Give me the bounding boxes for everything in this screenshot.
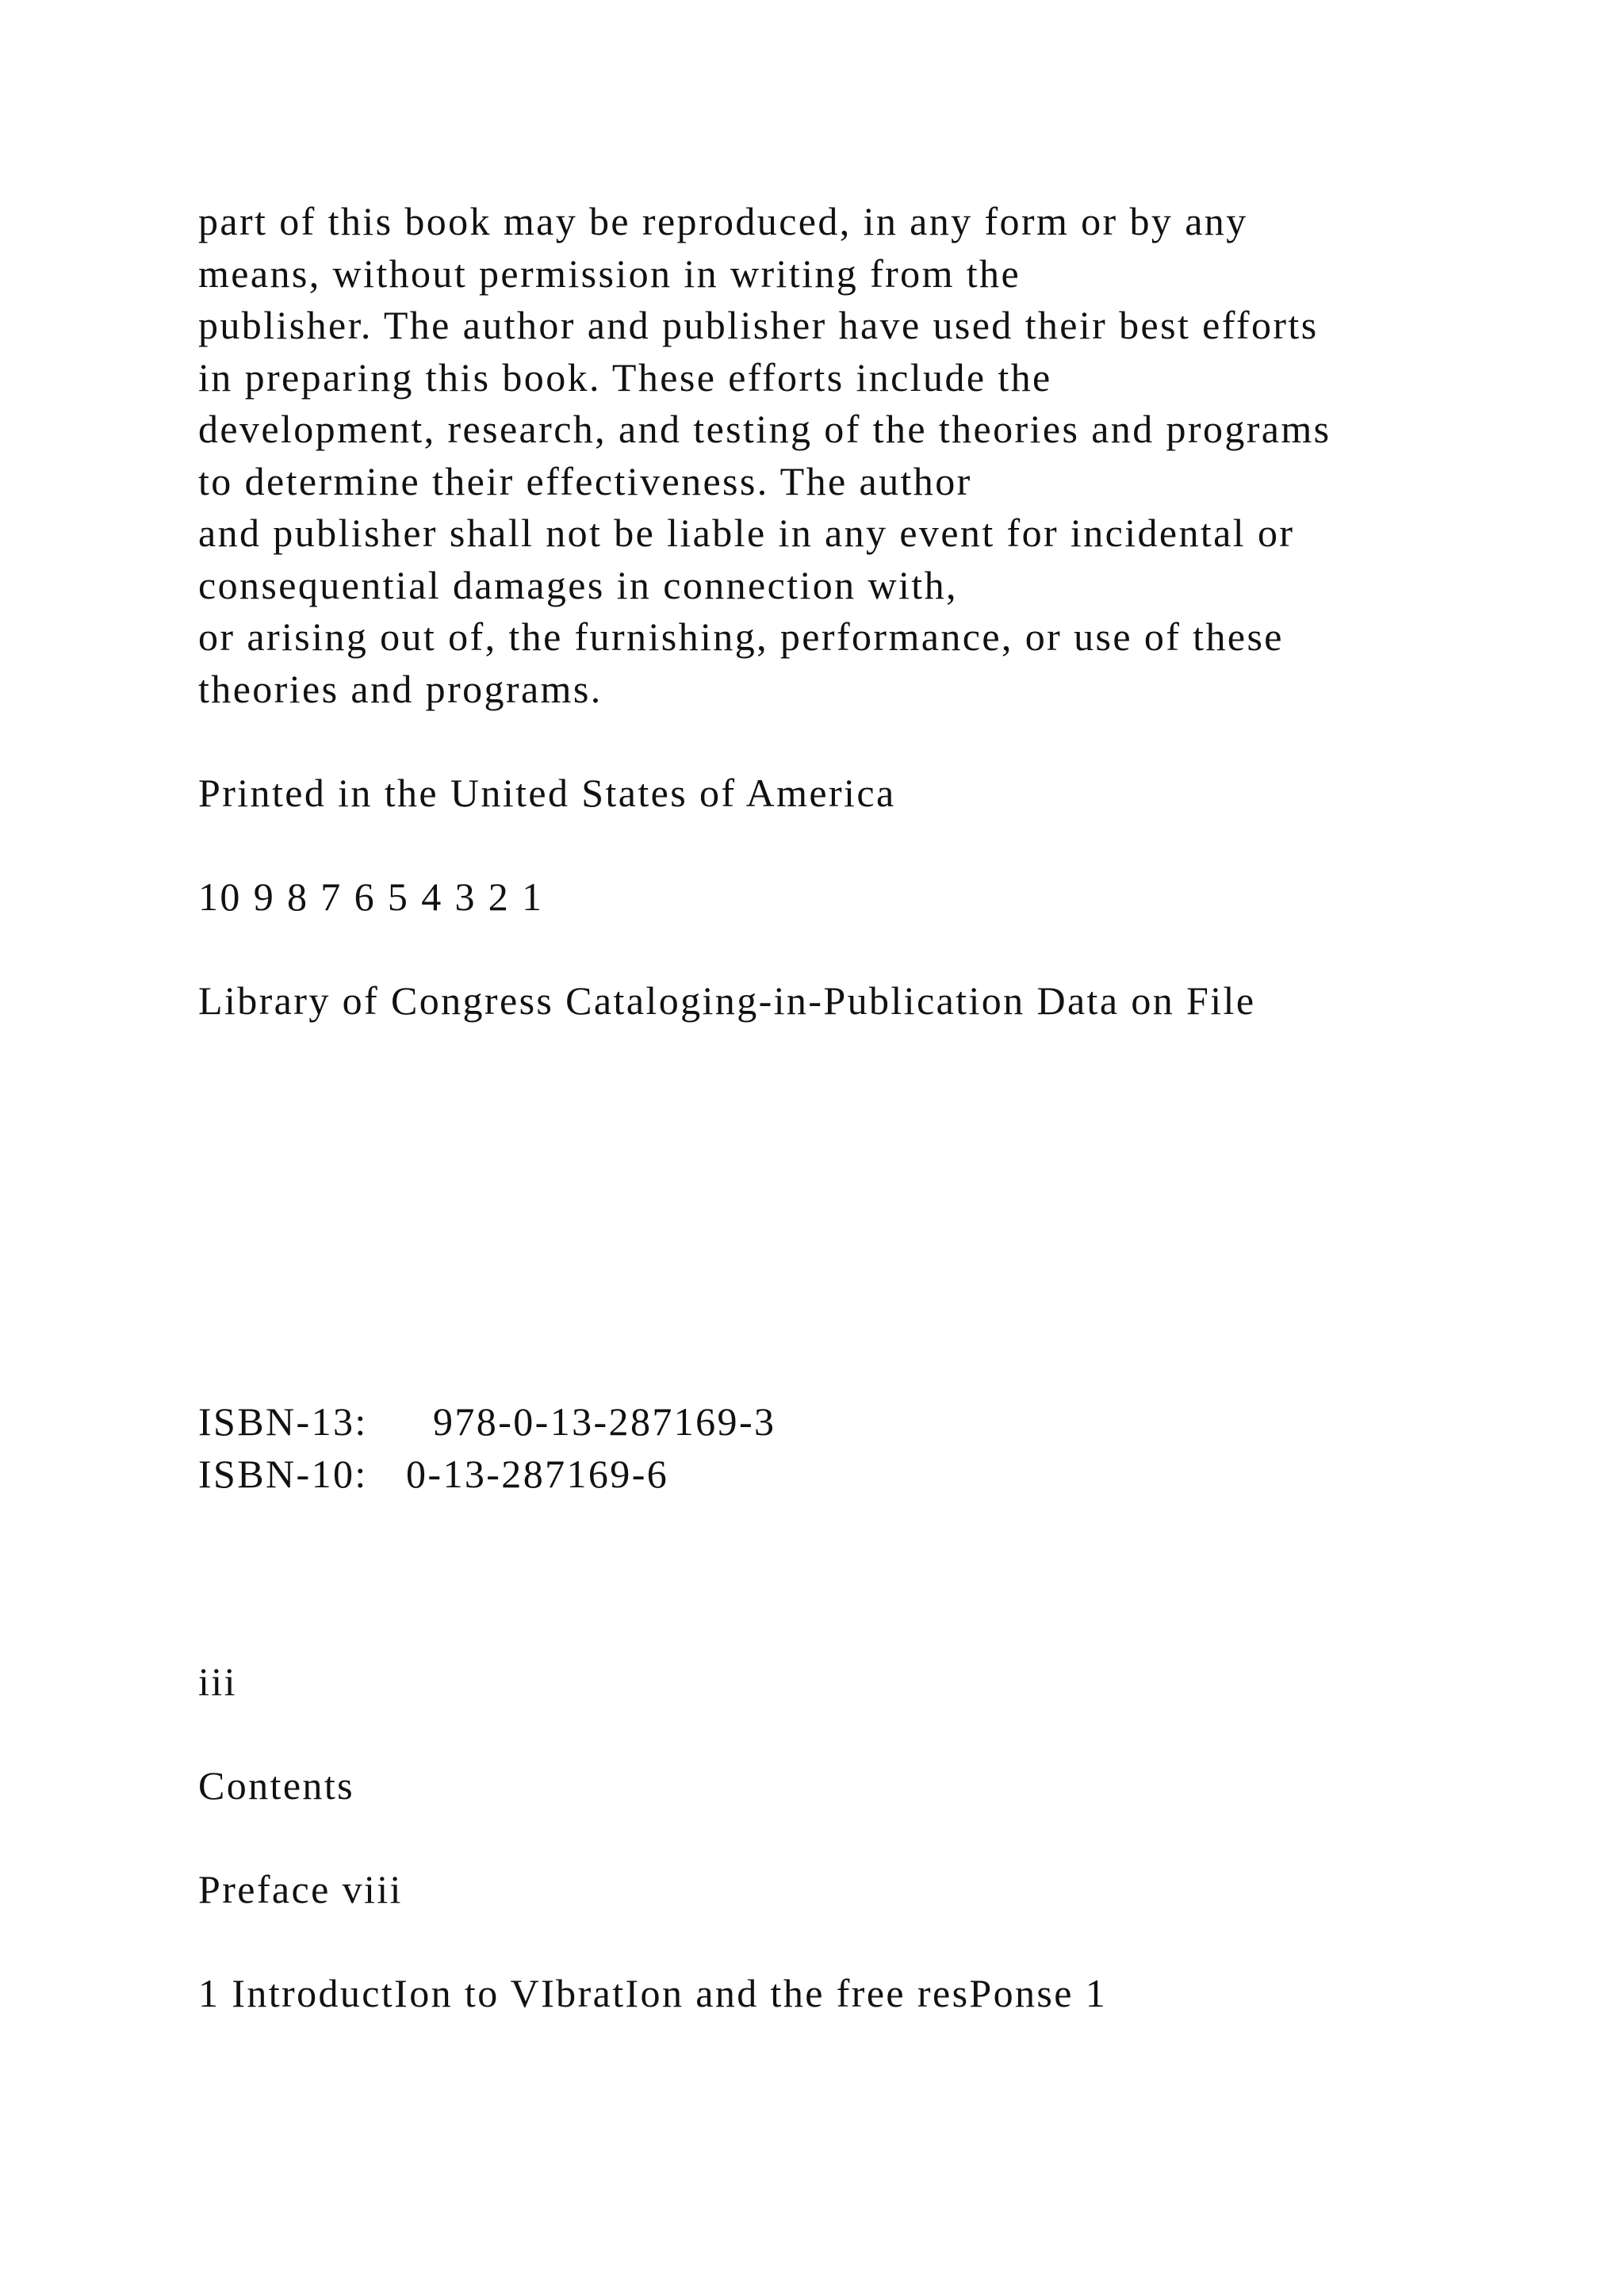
toc-entry-chapter-1: 1 IntroductIon to VIbratIon and the free resPonse 1 (198, 1971, 1108, 2015)
copyright-line: publisher. The author and publisher have used their best efforts (198, 303, 1319, 347)
copyright-line: part of this book may be reproduced, in any form or by any (198, 199, 1248, 243)
isbn10-line (198, 1448, 776, 1501)
copyright-line: in preparing this book. These efforts include the (198, 354, 1052, 400)
isbn10-value: 0-13-287169-6 (406, 1451, 669, 1496)
copyright-line: consequential damages in connection with, (198, 562, 958, 607)
copyright-paragraph (198, 196, 1331, 715)
printed-in-line: Printed in the United States of America (198, 771, 896, 815)
isbn10-label: ISBN-10: (198, 1451, 368, 1496)
cip-line: Library of Congress Cataloging-in-Publication Data on File (198, 978, 1256, 1023)
isbn-block (198, 1396, 776, 1500)
isbn13-label: ISBN-13: (198, 1399, 368, 1444)
contents-heading: Contents (198, 1763, 354, 1808)
copyright-line: means, without permission in writing from the (198, 251, 1021, 296)
copyright-line: development, research, and testing of the theories and programs (198, 407, 1331, 451)
page-number: iii (198, 1659, 237, 1704)
isbn13-line (198, 1396, 776, 1448)
printing-number-line: 10 9 8 7 6 5 4 3 2 1 (198, 874, 544, 919)
copyright-line: and publisher shall not be liable in any event for incidental or (198, 511, 1295, 555)
copyright-line: to determine their effectiveness. The author (198, 458, 972, 503)
toc-entry-preface: Preface viii (198, 1867, 403, 1911)
copyright-line: theories and programs. (198, 666, 603, 711)
isbn13-value: 978-0-13-287169-3 (433, 1399, 776, 1444)
copyright-line: or arising out of, the furnishing, performance, or use of these (198, 614, 1284, 659)
